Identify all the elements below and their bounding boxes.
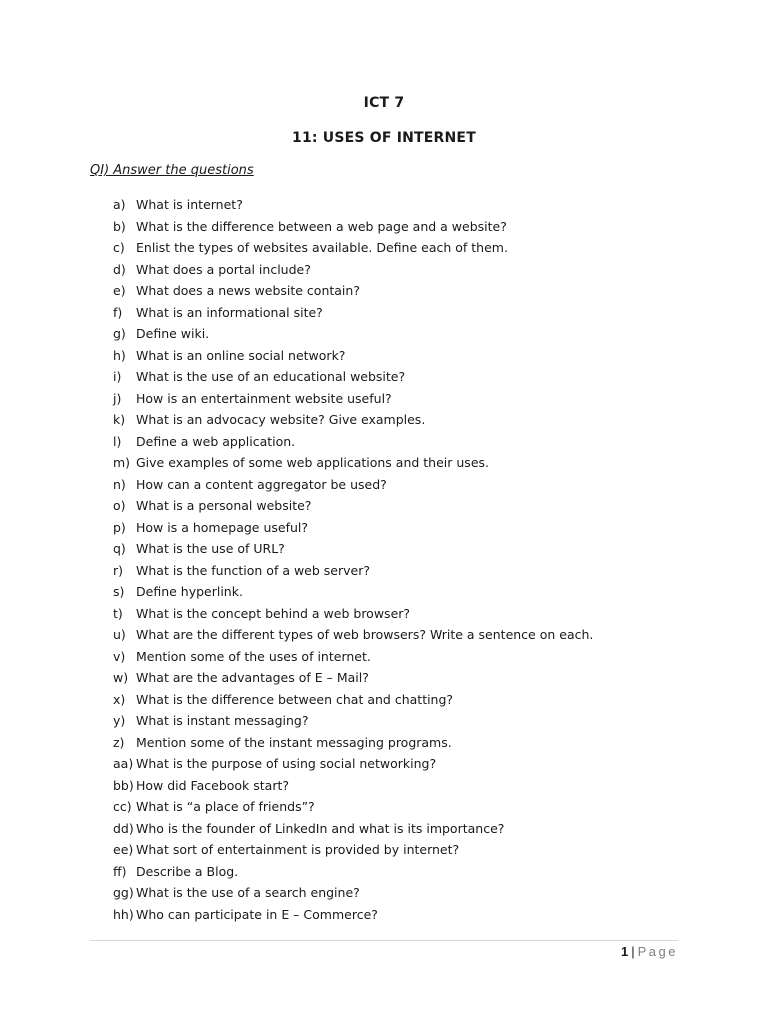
question-item bbox=[113, 624, 593, 646]
question-label: o) bbox=[113, 498, 126, 513]
question-label: bb) bbox=[113, 777, 134, 793]
question-label: f) bbox=[113, 304, 123, 320]
question-label: k) bbox=[113, 412, 126, 427]
question-item bbox=[113, 216, 593, 238]
question-text: How did Facebook start? bbox=[136, 777, 290, 793]
question-label: aa) bbox=[113, 756, 134, 771]
question-item bbox=[113, 409, 593, 431]
question-text: What is the concept behind a web browser? bbox=[136, 605, 411, 621]
document-title: ICT 7 bbox=[363, 95, 405, 111]
question-label: b) bbox=[113, 218, 126, 234]
question-item bbox=[113, 323, 593, 345]
question-item bbox=[113, 646, 593, 668]
question-label: s) bbox=[113, 584, 125, 599]
footer-divider bbox=[90, 940, 678, 941]
question-label: gg) bbox=[113, 885, 134, 900]
question-item bbox=[113, 345, 593, 367]
page-footer bbox=[621, 944, 678, 959]
question-item bbox=[113, 667, 593, 689]
question-text: How is an entertainment website useful? bbox=[136, 390, 392, 406]
question-text: How is a homepage useful? bbox=[136, 519, 309, 535]
question-text: Enlist the types of websites available. Define each of them. bbox=[136, 240, 508, 255]
question-text: What does a portal include? bbox=[136, 261, 311, 277]
question-item bbox=[113, 796, 593, 818]
question-text: How can a content aggregator be used? bbox=[136, 476, 387, 492]
question-item bbox=[113, 710, 593, 732]
question-text: What is the use of URL? bbox=[136, 541, 285, 556]
question-item bbox=[113, 495, 593, 517]
question-label: l) bbox=[113, 433, 122, 449]
question-text: What is an informational site? bbox=[136, 304, 323, 320]
question-text: What is the difference between a web page and a website? bbox=[136, 218, 507, 234]
question-item bbox=[113, 753, 593, 775]
question-item bbox=[113, 603, 593, 625]
question-label: e) bbox=[113, 283, 126, 298]
question-text: Define wiki. bbox=[136, 326, 210, 341]
question-label: d) bbox=[113, 261, 126, 277]
question-item bbox=[113, 538, 593, 560]
question-label: dd) bbox=[113, 820, 134, 836]
question-text: What is an online social network? bbox=[136, 347, 346, 363]
question-text: What is internet? bbox=[136, 197, 243, 212]
question-label: ee) bbox=[113, 842, 134, 857]
question-text: What sort of entertainment is provided by internet? bbox=[136, 842, 460, 857]
question-label: z) bbox=[113, 734, 125, 750]
question-text: Who can participate in E – Commerce? bbox=[136, 906, 378, 922]
question-item bbox=[113, 259, 593, 281]
question-item bbox=[113, 237, 593, 259]
question-text: What does a news website contain? bbox=[136, 283, 360, 298]
question-item bbox=[113, 882, 593, 904]
question-text: Define hyperlink. bbox=[136, 584, 243, 599]
question-label: a) bbox=[113, 197, 126, 212]
question-label: u) bbox=[113, 627, 126, 642]
question-text: What is the purpose of using social networking? bbox=[136, 756, 437, 771]
question-label: c) bbox=[113, 240, 125, 255]
question-text: What are the advantages of E – Mail? bbox=[136, 670, 369, 685]
question-label: cc) bbox=[113, 799, 132, 814]
question-text: Mention some of the instant messaging programs. bbox=[136, 734, 452, 750]
question-label: hh) bbox=[113, 906, 134, 922]
question-label: h) bbox=[113, 347, 126, 363]
question-item bbox=[113, 194, 593, 216]
question-item bbox=[113, 775, 593, 797]
question-text: What is a personal website? bbox=[136, 498, 312, 513]
question-item bbox=[113, 431, 593, 453]
question-item bbox=[113, 560, 593, 582]
footer-separator: | bbox=[631, 944, 635, 959]
question-text: What is instant messaging? bbox=[136, 713, 309, 728]
question-text: What is the function of a web server? bbox=[136, 562, 370, 578]
question-item bbox=[113, 474, 593, 496]
question-text: What is an advocacy website? Give examples. bbox=[136, 412, 426, 427]
question-item bbox=[113, 818, 593, 840]
question-label: q) bbox=[113, 541, 126, 556]
question-label: y) bbox=[113, 713, 126, 728]
document-subtitle: 11: USES OF INTERNET bbox=[292, 130, 476, 146]
question-item bbox=[113, 861, 593, 883]
question-text: Mention some of the uses of internet. bbox=[136, 648, 371, 664]
page-number: 1 bbox=[621, 944, 629, 959]
question-text: What is the use of an educational website? bbox=[136, 369, 406, 384]
section-heading: QI) Answer the questions bbox=[90, 163, 254, 178]
question-item bbox=[113, 732, 593, 754]
question-item bbox=[113, 689, 593, 711]
question-label: r) bbox=[113, 562, 124, 578]
question-text: What is “a place of friends”? bbox=[136, 799, 315, 814]
question-item bbox=[113, 839, 593, 861]
question-label: x) bbox=[113, 691, 126, 707]
question-text: Who is the founder of LinkedIn and what is its importance? bbox=[136, 820, 505, 836]
page-word: Page bbox=[637, 944, 678, 959]
question-text: Describe a Blog. bbox=[136, 863, 239, 879]
question-text: What are the different types of web browsers? Write a sentence on each. bbox=[136, 627, 594, 642]
question-item bbox=[113, 280, 593, 302]
question-item bbox=[113, 581, 593, 603]
question-label: t) bbox=[113, 605, 123, 621]
question-item bbox=[113, 517, 593, 539]
question-text: What is the use of a search engine? bbox=[136, 885, 360, 900]
question-list bbox=[113, 194, 593, 925]
question-item bbox=[113, 302, 593, 324]
question-text: What is the difference between chat and chatting? bbox=[136, 691, 454, 707]
question-label: m) bbox=[113, 455, 131, 470]
question-label: w) bbox=[113, 670, 129, 685]
question-label: v) bbox=[113, 648, 126, 664]
question-label: ff) bbox=[113, 863, 127, 879]
question-item bbox=[113, 366, 593, 388]
question-text: Give examples of some web applications and their uses. bbox=[136, 455, 489, 470]
question-label: p) bbox=[113, 519, 126, 535]
question-item bbox=[113, 388, 593, 410]
question-label: j) bbox=[113, 390, 122, 406]
question-label: n) bbox=[113, 476, 126, 492]
question-text: Define a web application. bbox=[136, 433, 296, 449]
question-item bbox=[113, 452, 593, 474]
question-item bbox=[113, 904, 593, 926]
question-label: g) bbox=[113, 326, 126, 341]
question-label: i) bbox=[113, 369, 122, 384]
